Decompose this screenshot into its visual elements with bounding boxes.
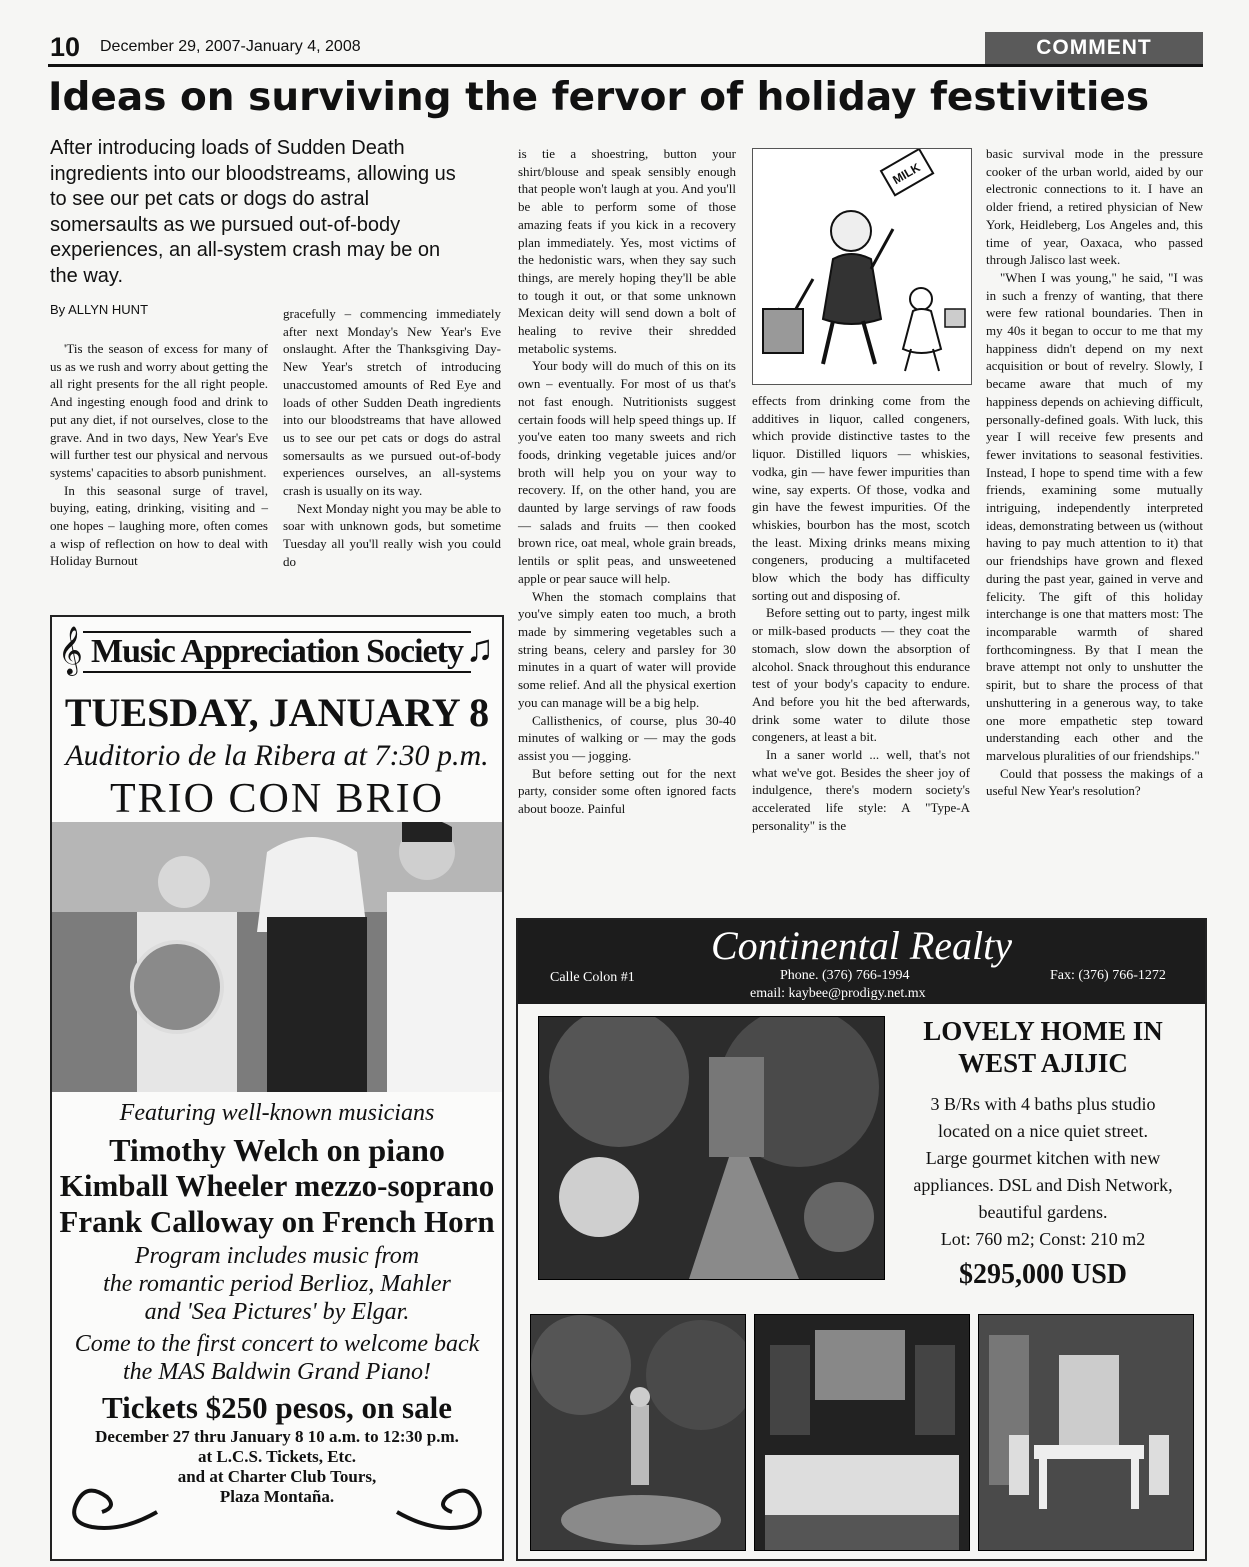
program-line: the romantic period Berlioz, Mahler	[103, 1271, 451, 1297]
paragraph: In this seasonal surge of travel, buying, eating, drinking, visiting and – one hopes – laughing more, often comes a wisp of reflection on how to deal with Holiday Burnout	[50, 482, 268, 569]
realty-phone: Phone. (376) 766-1994	[780, 968, 910, 983]
statue-garden-photo	[530, 1314, 746, 1551]
program-line: Program includes music from	[134, 1243, 420, 1269]
listing-title: LOVELY HOME IN	[923, 1016, 1163, 1046]
paragraph: But before setting out for the next party, consider some often ignored facts about booze. Painful	[518, 765, 736, 817]
dining-room-photo	[978, 1314, 1194, 1551]
article-deck: After introducing loads of Sudden Death ingredients into our bloodstreams, allowing us to see our pet cats or dogs do astral somersaults as we pursued out-of-body experiences, an all-system crash may be on the way.	[50, 137, 456, 287]
music-society-ad	[50, 615, 504, 1561]
paragraph: gracefully – commencing immediately after next Monday's New Year's Eve onslaught. After the Thanksgiving Day-New Year's stretch of introducing unaccustomed amounts of Red Eye and loads of other Sudden Death ingredients into our bloodstreams that have allowed us to see our pet cats or dogs do astral somersaults as we pursued out-of-body experiences ourselves, an all-systems crash is usually on its way.	[283, 306, 501, 499]
listing-description-line: located on a nice quiet street.	[938, 1121, 1148, 1141]
header-rule	[48, 64, 1203, 67]
paragraph: Before setting out to party, ingest milk or milk-based products — they coat the stomach, slow down the absorption of alcohol. Snack throughout this endurance test of your body's capacity to endure. And before you hit the bed afterwards, drink some water to dilute those congeners, at least a bit.	[752, 605, 970, 745]
realty-ad	[516, 918, 1207, 1561]
listing-price: $295,000 USD	[958, 1259, 1127, 1290]
sale-info-line: December 27 thru January 8 10 a.m. to 12:30 p.m.	[95, 1427, 459, 1446]
concert-venue: Auditorio de la Ribera at 7:30 p.m.	[65, 739, 489, 772]
article-headline: Ideas on surviving the fervor of holiday festivities	[48, 75, 1150, 120]
listing-description-line: appliances. DSL and Dish Network,	[913, 1175, 1173, 1195]
performer-line: Kimball Wheeler mezzo-soprano	[59, 1168, 495, 1203]
paragraph: is tie a shoestring, button your shirt/blouse and speak sensibly enough that people won't laugh at you. And you'll be able to perform some of those amazing feats if you kick in a recovery plan immediately. Yes, most victims of the hedonistic wars, when they say such things, are merely hoping they'll be able to tough it out, or that some unknown Mexican deity will send down a bolt of healing to revive their shredded metabolic systems.	[518, 146, 736, 356]
paragraph: Your body will do much of this on its own – eventually. For most of us that's not fast enough. Nutritionists suggest certain foods will help speed things up. If you've eaten too many sweets and rich foods, drinking vegetable juices and/or broth will help you on your way to recovery. If, on the other hand, you are daunted by large servings of raw foods — salads and fruits — then cooked brown rice, oat meal, whole grain breads, lentils or split peas, and unsweetened apple or pear sauce will help.	[518, 358, 736, 586]
music-note-icon: ♫	[465, 628, 494, 670]
paragraph: In a saner world ... well, that's not what we've got. Besides the sheer joy of indulgence, there's modern society's accelerated life style: A "Type-A personality" is the	[752, 747, 970, 833]
welcome-line: Come to the first concert to welcome back	[74, 1331, 480, 1357]
trio-photo	[52, 822, 502, 1092]
listing-description-line: Large gourmet kitchen with new	[925, 1148, 1161, 1168]
article-column-2	[283, 305, 501, 571]
realty-address: Calle Colon #1	[550, 970, 635, 985]
performer-line: Frank Calloway on French Horn	[59, 1204, 495, 1239]
ticket-price: Tickets $250 pesos, on sale	[102, 1390, 452, 1425]
paragraph: effects from drinking come from the additives in liquor, called congeners, which provide distinctive tastes to the liquor. Distilled liquors — whiskies, vodka, gin — have fewer impurities than wine, say experts. Of those, vodka and gin have the fewest impurities. Of the whiskies, bourbon has the most, scotch the least. Mixing drinks means mixing congeners, producing a multifaceted blow which the body has difficulty sorting out and disposing of.	[752, 393, 970, 603]
page-number: 10	[50, 32, 81, 62]
society-name: Music Appreciation Society	[83, 631, 471, 673]
program-line: and 'Sea Pictures' by Elgar.	[144, 1299, 410, 1325]
concert-date: TUESDAY, JANUARY 8	[64, 690, 490, 735]
listing-description-line: Lot: 760 m2; Const: 210 m2	[940, 1229, 1146, 1249]
cartoon-illustration	[752, 148, 972, 385]
listing-description-line: beautiful gardens.	[978, 1202, 1108, 1222]
paragraph: 'Tis the season of excess for many of us as we rush and worry about getting the all right presents for the all right people. And ingesting enough food and drink to put any diet, if not ourselves, close to the grave. And in two days, New Year's Eve will further test our physical and nervous systems' capacities to absorb punishment.	[50, 341, 268, 480]
performer-line: Timothy Welch on piano	[109, 1132, 445, 1168]
realty-fax: Fax: (376) 766-1272	[1050, 968, 1166, 983]
paragraph: Could that possess the makings of a useful New Year's resolution?	[986, 765, 1203, 799]
paragraph: Callisthenics, of course, plus 30-40 minutes of walking or — may the gods assist you — jogging.	[518, 712, 736, 763]
listing-description-line: 3 B/Rs with 4 baths plus studio	[930, 1094, 1156, 1114]
listing-details	[893, 1015, 1193, 1291]
sale-info-line: and at Charter Club Tours,	[177, 1467, 377, 1486]
garden-photo	[538, 1016, 885, 1280]
cartoon-milk-label: MILK	[890, 160, 923, 188]
scroll-ornament-right	[392, 1472, 492, 1542]
scroll-ornament-left	[62, 1472, 162, 1542]
article-column-5	[986, 145, 1203, 800]
featuring-line: Featuring well-known musicians	[119, 1100, 435, 1126]
paragraph: basic survival mode in the pressure cooker of the urban world, aided by our electronic connections to it. I have an older friend, a retired physician of New York, Heidleberg, Los Angeles and, this time of year, Oaxaca, who passed through Jalisco last week.	[986, 146, 1203, 268]
ad-banner	[52, 617, 502, 687]
music-note-icon: 𝄞	[58, 628, 83, 674]
realty-name: Continental Realty	[710, 923, 1013, 968]
article-column-3	[518, 145, 736, 818]
kitchen-photo	[754, 1314, 970, 1551]
ensemble-name: TRIO CON BRIO	[109, 776, 444, 822]
section-label: COMMENT	[985, 32, 1203, 64]
issue-date: December 29, 2007-January 4, 2008	[100, 38, 361, 55]
listing-title: WEST AJIJIC	[958, 1048, 1128, 1078]
realty-email: email: kaybee@prodigy.net.mx	[750, 986, 926, 1001]
paragraph: "When I was young," he said, "I was in such a frenzy of wanting, that there were few rational boundaries. Then in my 40s it began to occur to me that my happiness didn't depend on my next acquisition or bout of revelry. Slowly, I became aware that much of my happiness depends on achieving difficult, personally-defined goals. With luck, this year I will receive few presents and fewer invitations to seasonal festivities. Instead, I hope to spend time with a few friends, examining some mutually intriguing, independently interpreted ideas, demonstrating between us (without having to pay much attention to it) that our friendships have grown and flexed during the past year, gained in verve and felicity. The gift of this holiday interchange is one that matters most: The incomparable warmth of shared forthcomingness. By that I mean the brave attempt not only to unshutter the spirit, but to share the process of that unshuttering in a generous way, to take one more empathetic step toward understanding each other and the marvelous pluralities of our friendships."	[986, 269, 1203, 763]
sale-info-line: at L.C.S. Tickets, Etc.	[197, 1447, 357, 1466]
realty-header	[518, 920, 1205, 1004]
paragraph: When the stomach complains that you've simply eaten too much, a broth made by simmering vegetables such a string beans, celery and parsley for 30 minutes in a quart of water will provide some relief. And all the physical exertion you can manage will be a big help.	[518, 588, 736, 710]
article-column-4	[752, 392, 970, 835]
article-byline: By ALLYN HUNT	[50, 302, 149, 317]
welcome-line: the MAS Baldwin Grand Piano!	[123, 1359, 431, 1385]
article-column-1	[50, 340, 268, 570]
sale-info-line: Plaza Montaña.	[219, 1487, 335, 1506]
paragraph: Next Monday night you may be able to soar with unknown gods, but sometime Tuesday all you'll really wish you could do	[283, 500, 501, 569]
